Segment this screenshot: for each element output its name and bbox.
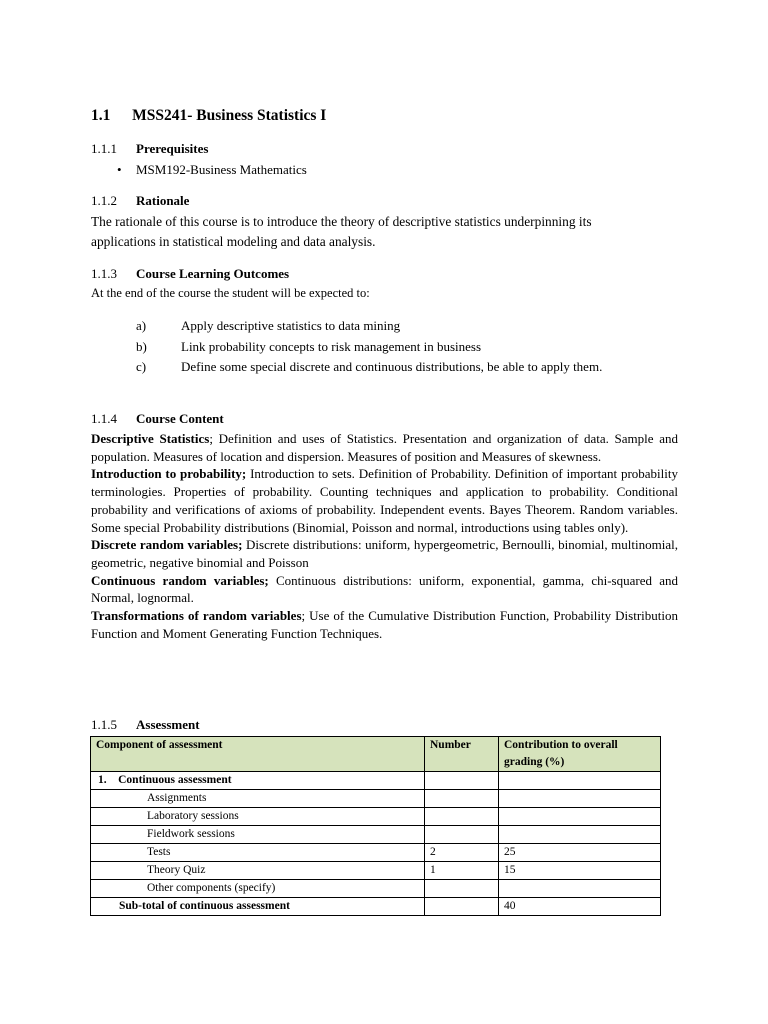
content-block-title: Descriptive Statistics [91,431,210,446]
outcome-label: a) [136,318,147,333]
row-component: 1. Continuous assessment [91,772,425,790]
row-number [425,808,499,826]
row-number [425,772,499,790]
table-row [91,880,661,898]
row-contribution [499,880,661,898]
row-number [425,826,499,844]
outcome-text: Link probability concepts to risk management in business [181,339,482,354]
prerequisites-heading: Prerequisites [136,141,209,156]
content-block-text: ; Use of the Cumulative Distribution Function, Probability Distribution Function and Moment Generating Function Techniques. [91,608,678,641]
outcome-text: Apply descriptive statistics to data mining [181,318,401,333]
outcomes-heading: Course Learning Outcomes [136,266,290,281]
outcomes-intro: At the end of the course the student will be expected to: [91,286,370,300]
rationale-line-1: The rationale of this course is to introduce the theory of descriptive statistics underpinning its [91,214,592,229]
row-contribution [499,772,661,790]
row-number: 2 [425,844,499,862]
content-block [91,572,678,607]
header-contribution: Contribution to overall grading (%) [499,737,661,772]
content-block [91,430,678,465]
rationale-line-2: applications in statistical modeling and data analysis. [91,234,376,249]
content-block [91,465,678,536]
content-block-text: Discrete distributions: uniform, hypergeometric, Bernoulli, binomial, multinomial, geometric, negative binomial and Poisson [91,537,678,570]
content-block-text: Introduction to sets. Definition of Probability. Definition of important probability terminologies. Properties of probability. Counting techniques and application to probability. Conditional probability and verifications of axioms of probability. Independent events. Bayes Theorem. Random variables. Some special Probability distributions (Binomial, Poisson and normal, introductions using tables only). [91,466,678,535]
header-number: Number [425,737,499,772]
row-component: Assignments [91,790,425,808]
rationale-heading: Rationale [136,193,190,208]
row-component: Tests [91,844,425,862]
row-component: Fieldwork sessions [91,826,425,844]
row-component: Laboratory sessions [91,808,425,826]
outcomes-number: 1.1.3 [91,266,117,281]
header-component: Component of assessment [91,737,425,772]
content-number: 1.1.4 [91,411,117,426]
row-number [425,898,499,916]
table-row [91,862,661,880]
assessment-heading: Assessment [136,717,200,732]
row-contribution: 15 [499,862,661,880]
prerequisites-number: 1.1.1 [91,141,117,156]
row-number [425,880,499,898]
content-block [91,536,678,571]
table-row [91,790,661,808]
table-row-subtotal [91,898,661,916]
bullet-icon: • [117,162,122,177]
section-heading [91,107,326,125]
content-block-title: Continuous random variables; [91,572,269,588]
row-component: Theory Quiz [91,862,425,880]
row-contribution: 25 [499,844,661,862]
content-block-title: Introduction to probability; [91,466,247,482]
row-contribution [499,808,661,826]
assessment-table [90,736,661,916]
row-contribution [499,826,661,844]
outcome-label: b) [136,339,147,354]
content-block-text: ; Definition and uses of Statistics. Presentation and organization of data. Sample and population. Measures of location and dispersion. Measures of position and Measures of skewness. [91,431,679,464]
rationale-number: 1.1.2 [91,193,117,208]
row-contribution [499,790,661,808]
content-block-title: Transformations of random variables [91,608,302,624]
row-component: Sub-total of continuous assessment [91,898,425,916]
row-contribution: 40 [499,898,661,916]
outcome-label: c) [136,359,147,374]
table-header-row [91,737,661,772]
row-component: Other components (specify) [91,880,425,898]
content-block [91,607,678,642]
row-number [425,790,499,808]
course-content-text [91,430,678,642]
prerequisite-item: MSM192-Business Mathematics [136,162,307,177]
outcome-text: Define some special discrete and continuous distributions, be able to apply them. [181,359,603,374]
section-title: MSS241- Business Statistics I [132,107,327,124]
content-block-title: Discrete random variables; [91,537,243,553]
content-heading: Course Content [136,411,224,426]
table-row [91,844,661,862]
table-row [91,826,661,844]
section-number: 1.1 [91,107,111,124]
content-block-text: Continuous distributions: uniform, exponential, gamma, chi-squared and Normal, lognormal. [91,572,678,606]
table-row [91,808,661,826]
assessment-number: 1.1.5 [91,717,117,732]
table-row [91,772,661,790]
row-number: 1 [425,862,499,880]
